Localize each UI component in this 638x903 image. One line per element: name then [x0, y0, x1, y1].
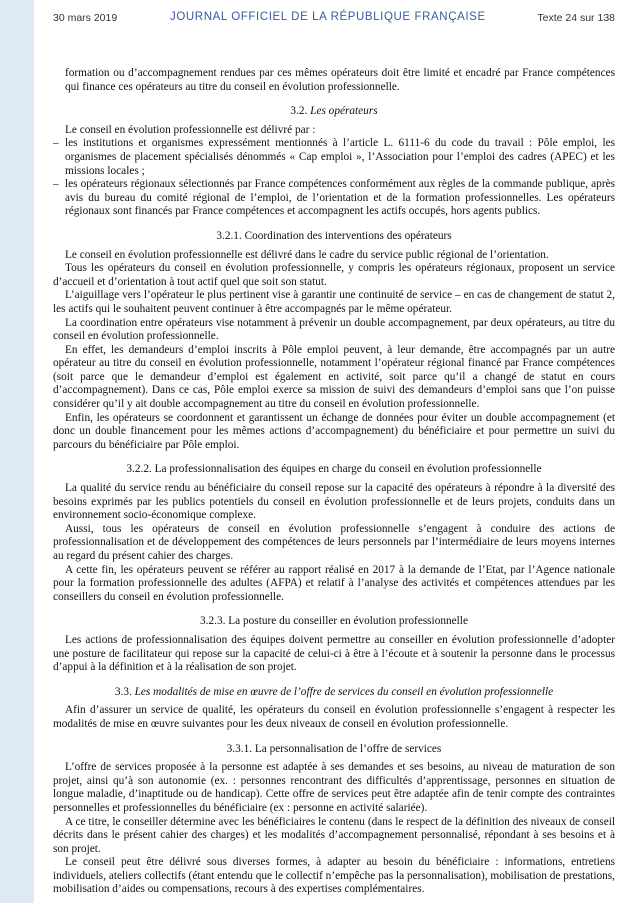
paragraph: Le conseil en évolution professionnelle est délivré par : — [65, 123, 316, 136]
section-heading-3-3-1: 3.3.1. La personnalisation de l’offre de services — [226, 742, 442, 755]
paragraph: Les actions de professionnalisation des équipes doivent permettre au conseiller en évolution professionnelle d’adopter une posture de facilitateur qui repose sur la capacité de celui-ci à être à l’écoute et à soutenir la personne dans le processus d’appui à la définition et à la réalisation de son projet. — [53, 633, 615, 674]
paragraph: Le conseil peut être délivré sous diverses formes, à adapter au besoin du bénéficiaire : informations, entretiens individuels, ateliers collectifs (étant entendu que le collectif n’empêche pas la personnalisation), mobilisation de prestations, mobilisation d’aides ou compensations, recours à des expertises complémentaires. — [53, 856, 615, 896]
section-heading-3-2: 3.2. Les opérateurs — [290, 105, 378, 118]
paragraph: Afin d’assurer un service de qualité, les opérateurs du conseil en évolution professionnelle s’engagent à respecter les modalités de mise en œuvre suivantes pour les deux niveaux de conseil en évolution professionnelle. — [53, 704, 615, 730]
section-heading-3-2-title: Les opérateurs — [310, 105, 378, 118]
header-date: 30 mars 2019 — [53, 12, 118, 24]
section-heading-3-3-title: Les modalités de mise en œuvre de l’offre de services du conseil en évolution professionnelle — [134, 685, 554, 698]
paragraph: Le conseil en évolution professionnelle est délivré dans le cadre du service public régional de l’orientation. — [65, 248, 549, 261]
paragraph: A cette fin, les opérateurs peuvent se référer au rapport réalisé en 2017 à la demande de l’Etat, par l’Agence nationale pour la formation professionnelle des adultes (AFPA) et relatif à l’analyse des activités et compétences attendues par les conseillers du conseil en évolution professionnelle. — [53, 563, 615, 603]
paragraph: Aussi, tous les opérateurs de conseil en évolution professionnelle s’engagent à conduire des actions de professionnalisation et de développement des compétences de leurs personnels par l’intermédiaire de leurs moyens internes au regard du présent cahier des charges. — [53, 522, 615, 562]
section-heading-3-2-2: 3.2.2. La professionnalisation des équipes en charge du conseil en évolution professionnelle — [126, 463, 542, 476]
header-texte-number: Texte 24 sur 138 — [537, 12, 615, 24]
list-item: – les opérateurs régionaux sélectionnés par France compétences conformément aux règles de la commande publique, après avis du bureau du comité régional de l’emploi, de l’orientation et de la formation professionnelles. Les opérateurs régionaux sont financés par France compétences et accompagnent les actifs occupés, hors agents publics. — [53, 178, 615, 219]
paragraph: L’offre de services proposée à la personne est adaptée à ses demandes et ses besoins, au niveau de maturation de son projet, ainsi qu’à son autonomie (ex. : personnes rencontrant des difficultés d’apprentissage, personnes en situation de longue maladie, d’inaptitude ou de handicap). Cette offre de services peut être adaptée afin de tenir compte des contraintes personnelles et professionnelles du bénéficiaire (ex : personne en activité salariée). — [53, 761, 615, 814]
header-journal-title: JOURNAL OFFICIEL DE LA RÉPUBLIQUE FRANÇAISE — [170, 11, 486, 23]
list-item: – les institutions et organismes expressément mentionnés à l’article L. 6111-6 du code du travail : Pôle emploi, les organismes de placement spécialisés dénommés « Cap emploi », l’Association pour l’emploi des cadres (APEC) et les missions locales ; — [53, 137, 615, 178]
section-heading-3-2-3: 3.2.3. La posture du conseiller en évolution professionnelle — [200, 615, 468, 628]
section-heading-3-3: 3.3. Les modalités de mise en œuvre de l’offre de services du conseil en évolution professionnelle — [114, 685, 554, 698]
paragraph: La coordination entre opérateurs vise notamment à prévenir un double accompagnement, par deux opérateurs, au titre du conseil en évolution professionnelle. — [53, 316, 615, 343]
left-margin-stripe — [0, 0, 34, 903]
paragraph: L’aiguillage vers l’opérateur le plus pertinent vise à garantir une continuité de service – en cas de changement de statut 2, les actifs qui le souhaitent peuvent continuer à être accompagnés par le même opérateur. — [53, 289, 615, 315]
paragraph: Enfin, les opérateurs se coordonnent et garantissent un échange de données pour éviter un double accompagnement (et donc un double financement pour les mêmes actions d’accompagnement) du bénéficiaire et pour permettre un suivi du parcours du bénéficiaire par Pôle emploi. — [53, 411, 615, 451]
paragraph: La qualité du service rendu au bénéficiaire du conseil repose sur la capacité des opérateurs à répondre à la diversité des besoins exprimés par les publics potentiels du conseil en évolution professionnelle et de leurs projets, conduits dans un environnement socio-économique complexe. — [53, 482, 615, 522]
paragraph: A ce titre, le conseiller détermine avec les bénéficiaires le contenu (dans le respect de la définition des niveaux de conseil décrits dans le présent cahier des charges) et les modalités d’accompagnement personnalisé, répondant à ses besoins et à son projet. — [53, 815, 615, 855]
paragraph: formation ou d’accompagnement rendues par ces mêmes opérateurs doit être limité et encadré par France compétences qui finance ces opérateurs au titre du conseil en évolution professionnelle. — [65, 67, 615, 93]
paragraph: En effet, les demandeurs d’emploi inscrits à Pôle emploi peuvent, à leur demande, être accompagnés par un autre opérateur au titre du conseil en évolution professionnelle, notamment l’opérateur régional financé par France compétences (soit parce que le demandeur d’emploi est également en activité, soit parce qu’il a changé de statut en cours d’accompagnement). Dans ce cas, Pôle emploi exerce sa mission de suivi des demandeurs d’emploi sans que l’on puisse considérer qu’il y ait double accompagnement au titre du conseil en évolution professionnelle. — [53, 343, 615, 411]
paragraph: Tous les opérateurs du conseil en évolution professionnelle, y compris les opérateurs régionaux, proposent un service d’accueil et d’orientation à tout actif quel que soit son statut. — [53, 262, 615, 288]
operator-list — [53, 137, 615, 219]
page-header — [53, 6, 615, 36]
document-body — [53, 67, 615, 897]
section-heading-3-2-1: 3.2.1. Coordination des interventions des opérateurs — [216, 229, 452, 242]
